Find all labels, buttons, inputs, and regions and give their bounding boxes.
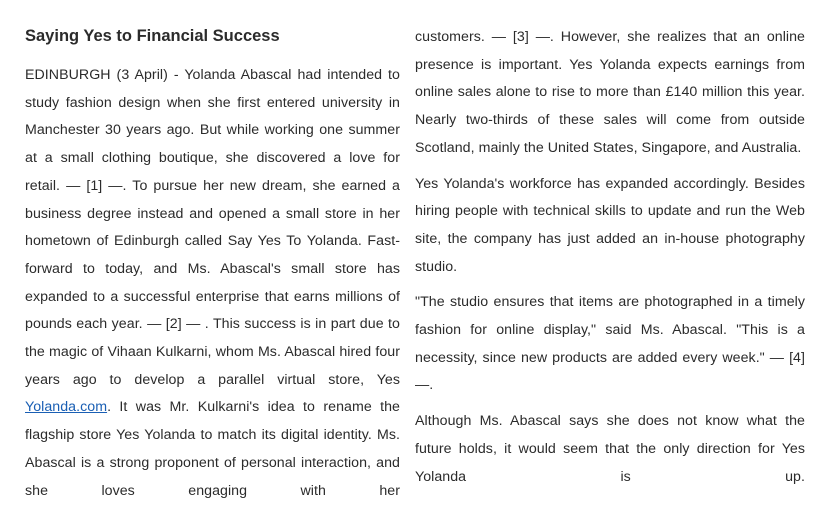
left-column (25, 26, 400, 505)
article-title: Saying Yes to Financial Success (25, 27, 280, 45)
paragraph-1-text-after-link: . It was Mr. Kulkarni's idea to rename the flagship store Yes Yolanda to match its digital identity. Ms. Abascal is a strong proponent of personal interaction, and she loves engaging with her (25, 399, 400, 499)
right-column (415, 24, 805, 491)
article-paragraph-4: "The studio ensures that items are photographed in a timely fashion for online display," said Ms. Abascal. "This is a necessity, since new products are added every week." — [4] —. (415, 294, 805, 394)
article-paragraph-2: customers. — [3] —. However, she realizes that an online presence is important. Yes Yolanda expects earnings from online sales alone to rise to more than £140 million this year. Nearly two-thirds of these sales will come from outside Scotland, mainly the United States, Singapore, and Australia. (415, 29, 805, 156)
article-paragraph-5: Although Ms. Abascal says she does not know what the future holds, it would seem that the only direction for Yes Yolanda is up. (415, 413, 805, 485)
article-paragraph-3: Yes Yolanda's workforce has expanded accordingly. Besides hiring people with technical skills to update and run the Web site, the company has just added an in-house photography studio. (415, 175, 805, 275)
paragraph-1-text-before-link: EDINBURGH (3 April) - Yolanda Abascal had intended to study fashion design when she first entered university in Manchester 30 years ago. But while working one summer at a small clothing boutique, she discovered a love for retail. — [1] —. To pursue her new dream, she earned a business degree instead and opened a small store in her hometown of Edinburgh called Say Yes To Yolanda. Fast-forward to today, and Ms. Abascal's small store has expanded to a successful enterprise that earns millions of pounds each year. — [2] — . This success is in part due to the magic of Vihaan Kulkarni, whom Ms. Abascal hired four years ago to develop a parallel virtual store, Yes (25, 67, 400, 388)
article-paragraph-1 (25, 62, 400, 505)
website-link[interactable]: Yolanda.com (25, 399, 108, 416)
